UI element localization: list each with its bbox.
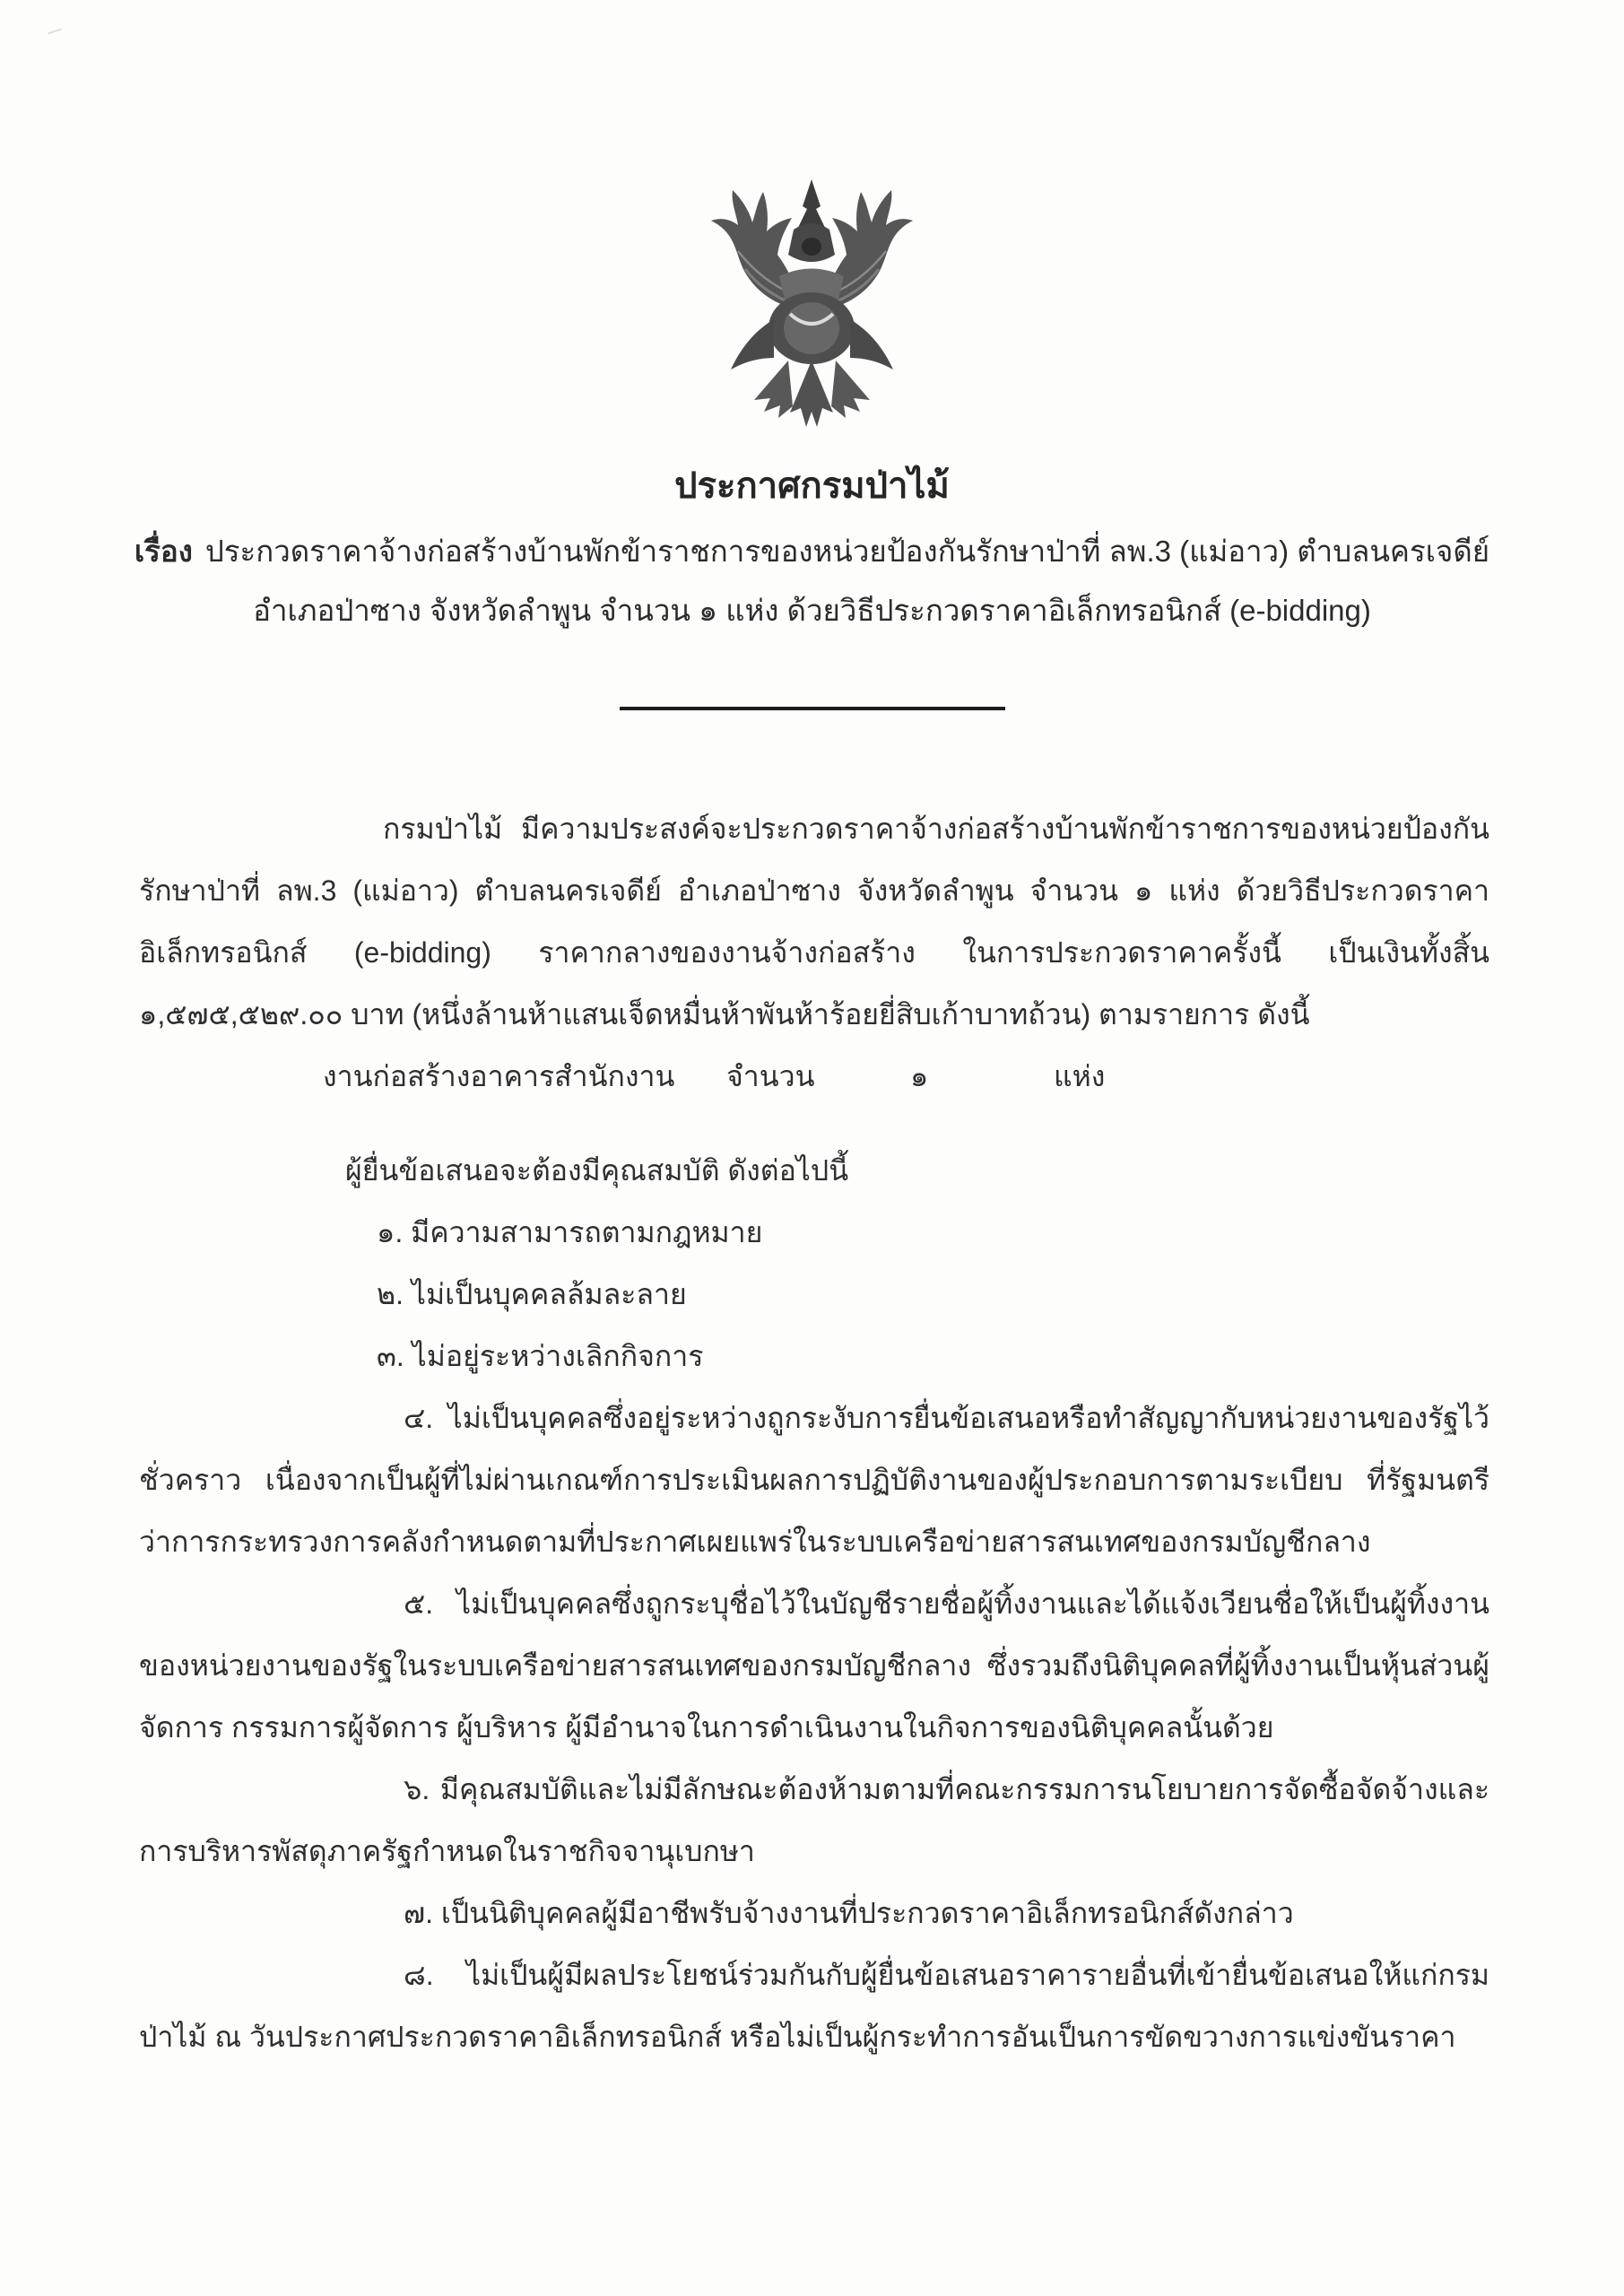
qualification-item-5 (139, 1573, 1489, 1759)
work-item-qty-label: จำนวน (726, 1060, 815, 1092)
qualification-item-7 (139, 1883, 1489, 1944)
subject-text-1: ประกวดราคาจ้างก่อสร้างบ้านพักข้าราชการของหน่วยป้องกันรักษาป่าที่ ลพ.3 (แม่อาว) ตำบลนครเจดีย์ (204, 535, 1490, 568)
document-title: ประกาศกรมป่าไม้ (674, 466, 950, 506)
qualification-item-8 (139, 1944, 1489, 2068)
intro-paragraph: กรมป่าไม้ มีความประสงค์จะประกวดราคาจ้างก่อสร้างบ้านพักข้าราชการของหน่วยป้องกันรักษาป่าที่ ลพ.3 (แม่อาว) ตำบลนครเจดีย์ อำเภอป่าซาง จังหวัดลำพูน จำนวน ๑ แห่ง ด้วยวิธีประกวดราคาอิเล็กทรอนิกส์ (e-bidding) ราคากลางของงานจ้างก่อสร้าง ในการประกวดราคาครั้งนี้ เป็นเงินทั้งสิ้น ๑,๕๗๕,๕๒๙.๐๐ บาท (หนึ่งล้านห้าแสนเจ็ดหมื่นห้าพันห้าร้อยยี่สิบเก้าบาทถ้วน) ตามรายการ ดังนี้ (139, 813, 1489, 1031)
item-text: ไม่อยู่ระหว่างเลิกกิจการ (412, 1340, 704, 1372)
subject-line-1 (0, 522, 1624, 581)
qualification-item-3 (139, 1326, 1489, 1387)
item-number: ๘. (404, 1959, 434, 1991)
work-item-unit: แห่ง (1054, 1060, 1106, 1092)
subject-line-2: อำเภอป่าซาง จังหวัดลำพูน จำนวน ๑ แห่ง ด้วยวิธีประกวดราคาอิเล็กทรอนิกส์ (e-bidding) (253, 594, 1371, 627)
subject-label: เรื่อง (134, 535, 193, 568)
qualification-item-6 (139, 1759, 1489, 1883)
item-number: ๑. (377, 1216, 404, 1248)
item-text: ไม่เป็นผู้มีผลประโยชน์ร่วมกันกับผู้ยื่นข้อเสนอราคารายอื่นที่เข้ายื่นข้อเสนอให้แก่กรมป่าไม้ ณ วันประกาศประกวดราคาอิเล็กทรอนิกส์ หรือไม่เป็นผู้กระทำการอันเป็นการขัดขวางการแข่งขันราคา (139, 1959, 1489, 2053)
item-text: ไม่เป็นบุคคลล้มละลาย (411, 1278, 687, 1310)
work-item-qty: ๑ (910, 1060, 929, 1092)
item-number: ๒. (377, 1278, 404, 1310)
item-text: ไม่เป็นบุคคลซึ่งอยู่ระหว่างถูกระงับการยื่นข้อเสนอหรือทำสัญญากับหน่วยงานของรัฐไว้ชั่วคราว เนื่องจากเป็นผู้ที่ไม่ผ่านเกณฑ์การประเมินผลการปฏิบัติงานของผู้ประกอบการตามระเบียบ ที่รัฐมนตรีว่าการกระทรวงการคลังกำหนดตามที่ประกาศเผยแพร่ในระบบเครือข่ายสารสนเทศของกรมบัญชีกลาง (139, 1402, 1489, 1558)
qualification-heading: ผู้ยื่นข้อเสนอจะต้องมีคุณสมบัติ ดังต่อไปนี้ (345, 1154, 849, 1187)
work-item-name: งานก่อสร้างอาคารสำนักงาน (323, 1060, 675, 1092)
subject-block (0, 522, 1624, 640)
emblem-container (0, 0, 1624, 436)
qualification-item-4 (139, 1387, 1489, 1573)
work-item-line (139, 1046, 1489, 1108)
item-text: มีความสามารถตามกฎหมาย (411, 1216, 763, 1248)
item-text: เป็นนิติบุคคลผู้มีอาชีพรับจ้างงานที่ประกวดราคาอิเล็กทรอนิกส์ดังกล่าว (440, 1897, 1294, 1929)
item-number: ๕. (404, 1587, 434, 1620)
item-text: มีคุณสมบัติและไม่มีลักษณะต้องห้ามตามที่คณะกรรมการนโยบายการจัดซื้อจัดจ้างและการบริหารพัสดุภาครัฐกำหนดในราชกิจจานุเบกษา (139, 1773, 1489, 1867)
item-number: ๔. (404, 1402, 434, 1434)
garuda-icon (702, 176, 922, 431)
document-body (0, 798, 1624, 2068)
item-text: ไม่เป็นบุคคลซึ่งถูกระบุชื่อไว้ในบัญชีรายชื่อผู้ทิ้งงานและได้แจ้งเวียนชื่อให้เป็นผู้ทิ้งงานของหน่วยงานของรัฐในระบบเครือข่ายสารสนเทศของกรมบัญชีกลาง ซึ่งรวมถึงนิติบุคคลที่ผู้ทิ้งงานเป็นหุ้นส่วนผู้จัดการ กรรมการผู้จัดการ ผู้บริหาร ผู้มีอำนาจในการดำเนินงานในกิจการของนิติบุคคลนั้นด้วย (139, 1587, 1489, 1744)
item-number: ๖. (404, 1773, 430, 1805)
item-number: ๗. (404, 1897, 433, 1929)
qualification-item-1 (139, 1202, 1489, 1264)
horizontal-rule (620, 707, 1005, 710)
item-number: ๓. (377, 1340, 404, 1372)
qualification-item-2 (139, 1264, 1489, 1326)
